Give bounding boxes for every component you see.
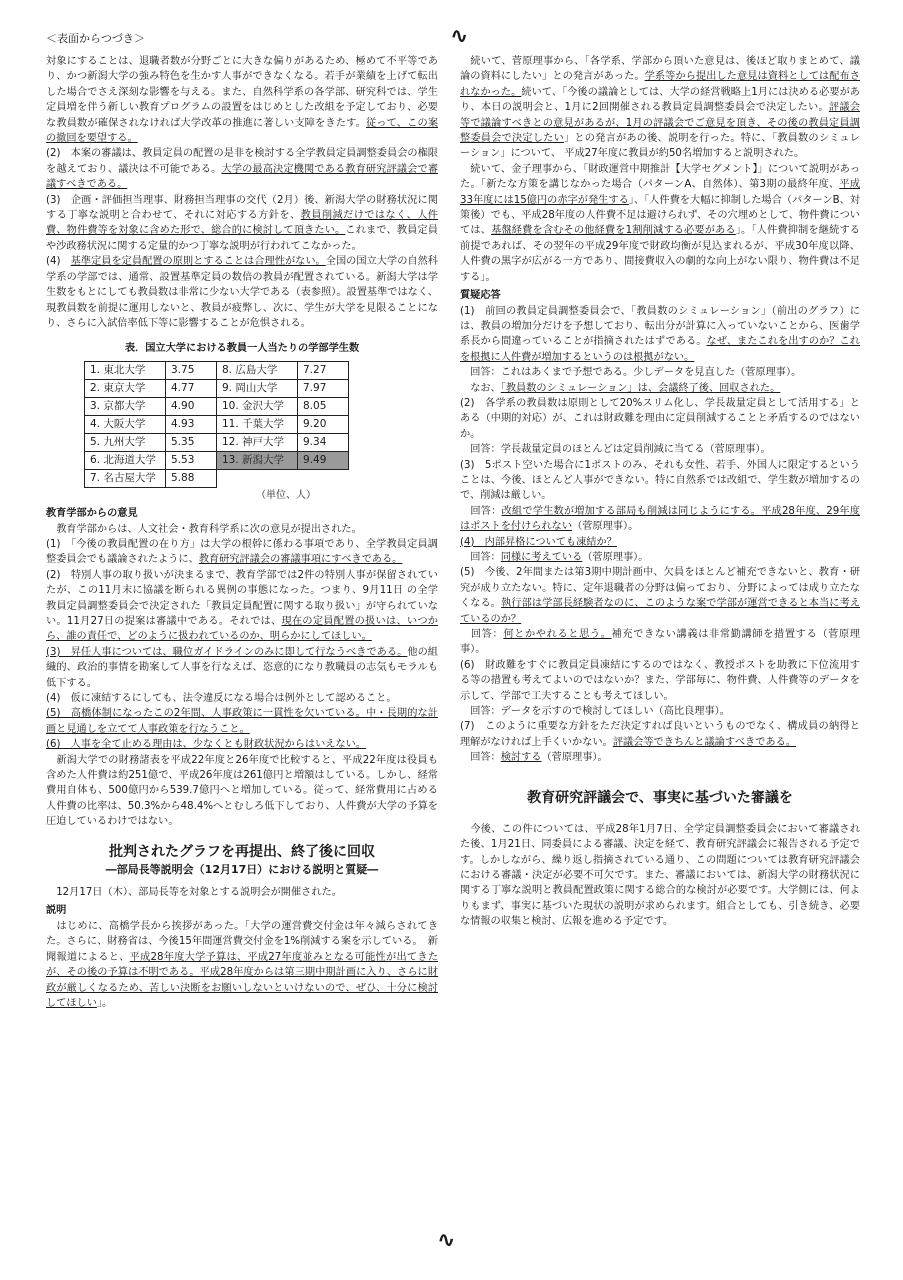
- answer: 回答：データを示すので検討してほしい（高比良理事）。: [470, 706, 730, 718]
- answer: 回答：改組で学生数が増加する部局も削減は同じようにする。平成28年度、29年度はポストを付けられない（菅原理事）。: [460, 505, 860, 533]
- section-heading: 教育学部からの意見: [46, 508, 138, 520]
- right-column: [460, 54, 860, 930]
- paragraph: (2) 特別人事の取り扱いが決まるまで、教育学部では2件の特別人事が保留されていたが、この11月末に協議を断られる異例の事態になった。つまり、9月11日 の全学教員定員調整委員会で決定された「教員定員配置に関する取り扱い」が守られていない。11月27日の提案は審議中である。それでは、現在の定員配置の扱いは、いつから、誰の責任で、どのように扱われているのか、明らかにしてほしい。: [46, 569, 438, 643]
- paragraph: (4) 仮に凍結するにしても、法令違反になる場合は例外として認めること。: [46, 693, 397, 704]
- paragraph: 対象にすることは、退職者数が分野ごとに大きな偏りがあるため、極めて不平等であり、かつ新潟大学の強み特色を生かす人事ができなくなる。若手が業績を上げて転出した場合でさえ深刻な影響を与える。また、自然科学系の各学部、研究科では、学生定員増を伴う新しい教育プログラムの設置をはじめとした改組を予定しており、必要な教員数が確保されなければ大学改革の推進に著しい支障をきたす。従って、この案の撤回を要望する。: [46, 56, 439, 145]
- section-subtitle: ―部局長等説明会（12月17日）における説明と質疑―: [105, 862, 379, 876]
- question: (4) 内部昇格についても凍結か？: [460, 536, 617, 548]
- paragraph: 続いて、菅原理事から、「各学系、学部から頂いた意見は、後ほど取りまとめて、議論の資料にしたい」との発言があった。学系等から提出した意見は資料としては配布されなかった。続いて、「今後の議論としては、大学の経営戦略上1月には決める必要があり、本日の説明会と、1月に2回開催される教員定員調整委員会で決定したい。評議会等で議論すべきとの意見があるが、1月の評議会でご意見を頂き、その後の教員定員調整委員会で決定したい」との発言があの後、説明を行った。特に、「教員数のシミュレーション」について、 平成27年度に教員が約50名増加すると説明された。: [460, 56, 860, 160]
- table-row: 1. 東北大学 3.75 8. 広島大学 7.27: [85, 361, 349, 379]
- table-title: 表．国立大学における教員一人当たりの学部学生数: [124, 343, 360, 355]
- answer: 回答：何とかやれると思う。補充できない講義は非常勤講師を措置する（菅原理事）。: [460, 629, 860, 656]
- question: (6) 財政難をすぐに教員定員凍結にするのではなく、教授ポストを助教に下位流用する等の措置も考えてよいのではないか？また、学部毎に、物件費、人件費等のデータを示して、学部で工夫することも考えてほしい。: [460, 659, 860, 702]
- answer: 回答：学長裁量定員のほとんどは定員削減に当てる（菅原理事）。: [470, 444, 771, 456]
- paragraph: 今後、この件については、平成28年1月7日、全学定員調整委員会において審議された後、1月21日、同委員による審議、決定を経て、教育研究評議会に報告される予定です。しかしながら、繰り返し指摘されている通り、この問題については教育研究評議会における審議・決定が必要不可欠です。また、審議においては、新潟大学の財務状況に関する丁寧な説明と教員配置政策に関する総合的な検討が必要です。大学側には、何よりもまず、事実に基づいた現状の説明が求められます。組合としても、引き続き、必要な情報の収集と検討、広報を進める予定です。: [460, 823, 861, 928]
- question: (1) 前回の教員定員調整委員会で、「教員数のシミュレーション」（前出のグラフ）には、教員の増加分だけを予想しており、転出分が計算に入っていないことから、医歯学系長から間違っていることが指摘されたはずである。なぜ、またこれを出すのか？これを根拠に人件費が増加するというのは根拠がない。: [460, 305, 860, 363]
- paragraph: (3) 企画・評価担当理事、財務担当理事の交代（2月）後、新潟大学の財務状況に関する丁寧な説明と合わせて、それに対応する方針を、教員削減だけではなく、人件費、物件費等を対象に含めた形で、総合的に検討して頂きたい。これまで、教員定員や沙政務状況に関する定量的かつ丁寧な説明が行われてこなかった。: [46, 194, 438, 252]
- continuation-mark-bottom: ∿: [437, 1228, 456, 1253]
- table-row: 3. 京都大学 4.90 10. 金沢大学 8.05: [85, 397, 349, 415]
- paragraph: 教育学部からは、人文社会・教育科学系に次の意見が提出された。: [56, 523, 362, 535]
- paragraph: はじめに、高橋学長から挨拶があった。「大学の運営費交付金は年々減らされてきた。さらに、財務省は、今後15年間運営費交付金を1%削減する案を示している。 新聞報道によると、平成28年度大学予算は、平成27年度並みとなる可能性が出てきたが、その後の予算は不明である。平成28年度からは第三期中期計画に入り、さらに財政が厳しくなるため、苦しい決断をお願いしないといけないので、ぜひ、十分に検討してほしい」。: [46, 920, 439, 1009]
- table-row: 5. 九州大学 5.35 12. 神戸大学 9.34: [85, 433, 349, 451]
- answer: 回答：これはあくまで予想である。少しデータを見直した（菅原理事）。: [470, 367, 802, 379]
- question: (5) 今後、2年間または第3期中期計画中、欠員をほとんど補充できないと、教育・研究が成り立たない。特に、定年退職者の分野は偏っており、分野によっては成り立たなくなる。執行部は学部長経験者なのに、このような案で学部が運営できると本当に考えているのか？: [460, 567, 861, 625]
- paragraph: (2) 本案の審議は、教員定員の配置の是非を検討する全学教員定員調整委員会の権限を越えており、議決は不可能である。大学の最高決定機関である教育研究評議会で審議すべきである。: [46, 148, 439, 191]
- highlighted-cell: 13. 新潟大学: [217, 451, 298, 469]
- paragraph: (1) 「今後の教員配置の在り方」は大学の根幹に係わる事項であり、全学教員定員調整委員会でも議論されたように、教育研究評議会の審議事項にすべきである。: [46, 538, 438, 566]
- question: (3) 5ポスト空いた場合に1ポストのみ、それも女性、若手、外国人に限定するということは、今後、ほとんど人事ができない。特に自然系では改組で、学生数が増加するので、削減は厳しい。: [460, 459, 860, 502]
- question: (7) このように重要な方針をただ決定すれば良いというものでなく、構成員の納得と理解がなければ上手くいかない。評議会等できちんと議論すべきである。: [460, 721, 860, 748]
- table-unit: （単位、人）: [256, 489, 316, 501]
- students-per-faculty-table: [84, 361, 349, 488]
- left-column: [46, 54, 438, 1011]
- section-title: 批判されたグラフを再提出、終了後に回収: [109, 843, 375, 860]
- continuation-mark-top: ∿: [450, 24, 469, 49]
- table-row: 2. 東京大学 4.77 9. 岡山大学 7.97: [85, 379, 349, 397]
- section-heading: 質疑応答: [460, 290, 501, 302]
- answer: 回答：検討する（菅原理事）。: [470, 752, 608, 764]
- section-heading: 説明: [46, 905, 67, 917]
- paragraph: (6) 人事を全て止める理由は、少なくとも財政状況からはいえない。: [46, 739, 367, 751]
- table-row: 4. 大阪大学 4.93 11. 千葉大学 9.20: [85, 415, 349, 433]
- section-title: 教育研究評議会で、事実に基づいた審議を: [527, 789, 793, 806]
- highlighted-cell: 9.49: [298, 451, 349, 469]
- question: (2) 各学系の教員数は原則として20%スリム化し、学長裁量定員として活用する」とある（中期的対応）が、これは財政難を理由に定員削減することと矛盾するのではないか。: [460, 397, 860, 440]
- answer: 回答：同様に考えている（菅原理事）。: [470, 552, 649, 563]
- table-row: 6. 北海道大学 5.53 13. 新潟大学 9.49: [85, 451, 349, 469]
- paragraph: 新潟大学での財務諸表を平成22年度と26年度で比較すると、平成22年度は役員も含めた人件費は約251億で、平成26年度は261億円と増額はしている。しかし、経常費用自体も、500億円から539.7億円へと増加している。従って、経常費用に占める人件費の比率は、50.3%から48.4%へとむしろ低下しており、人件費が大学の予算を圧迫しているわけではない。: [46, 754, 438, 828]
- paragraph: 12月17日（木）、部局長等を対象とする説明会が開催された。: [56, 887, 342, 899]
- paragraph: (3) 昇任人事については、職位ガイドラインのみに即して行なうべきである。他の組織的、政治的事情を勘案して人事を行なえば、恣意的になり教職員の志気もモラルも低下する。: [46, 646, 438, 689]
- paragraph: 続いて、金子理事から、「財政運営中期推計【大学セグメント】」について説明があった。「新たな方策を講じなかった場合（パターンA、自然体）、第3期の最終年度、平成33年度には15億円の赤字が発生する」、「人件費を大幅に抑制した場合（パターンB、対策後）でも、平成28年度の人件費不足は避けられず、その穴埋めとして、物件費については、基盤経費を含むその他経費を1割削減する必要がある」。「人件費抑制を継続する前提であれば、その翌年の平成29年度で財政均衡が見込まれるが、平成30年度以降、人件費の黒字が広がる一方であり、間接費収入の劇的な向上がない限り、物件費は不足する」。: [460, 163, 861, 283]
- paragraph: なお、「教員数のシミュレーション」は、会議終了後、回収された。: [470, 382, 781, 394]
- continued-label: ＜表面からつづき＞: [46, 32, 145, 45]
- paragraph: (5) 高橋体制になったこの2年間、人事政策に一貫性を欠いている。中・長期的な計画と見通しを立てて人事政策を行なうこと。: [46, 708, 438, 735]
- table-row: 7. 名古屋大学 5.88: [85, 469, 349, 487]
- paragraph: (4) 基準定員を定員配置の原則とすることは合理性がない。全国の国立大学の自然科学系の学部では、通常、設置基準定員の数倍の教員が配置されている。新潟大学は学生数をもとにしても教員数は非常に少ない大学である（表参照）。設置基準ではなく、現教員数を前提に運用しないと、教員が疲弊し、次に、学生が大学を見限ることになり、さらに入試倍率低下等に影響することが危惧される。: [46, 256, 439, 329]
